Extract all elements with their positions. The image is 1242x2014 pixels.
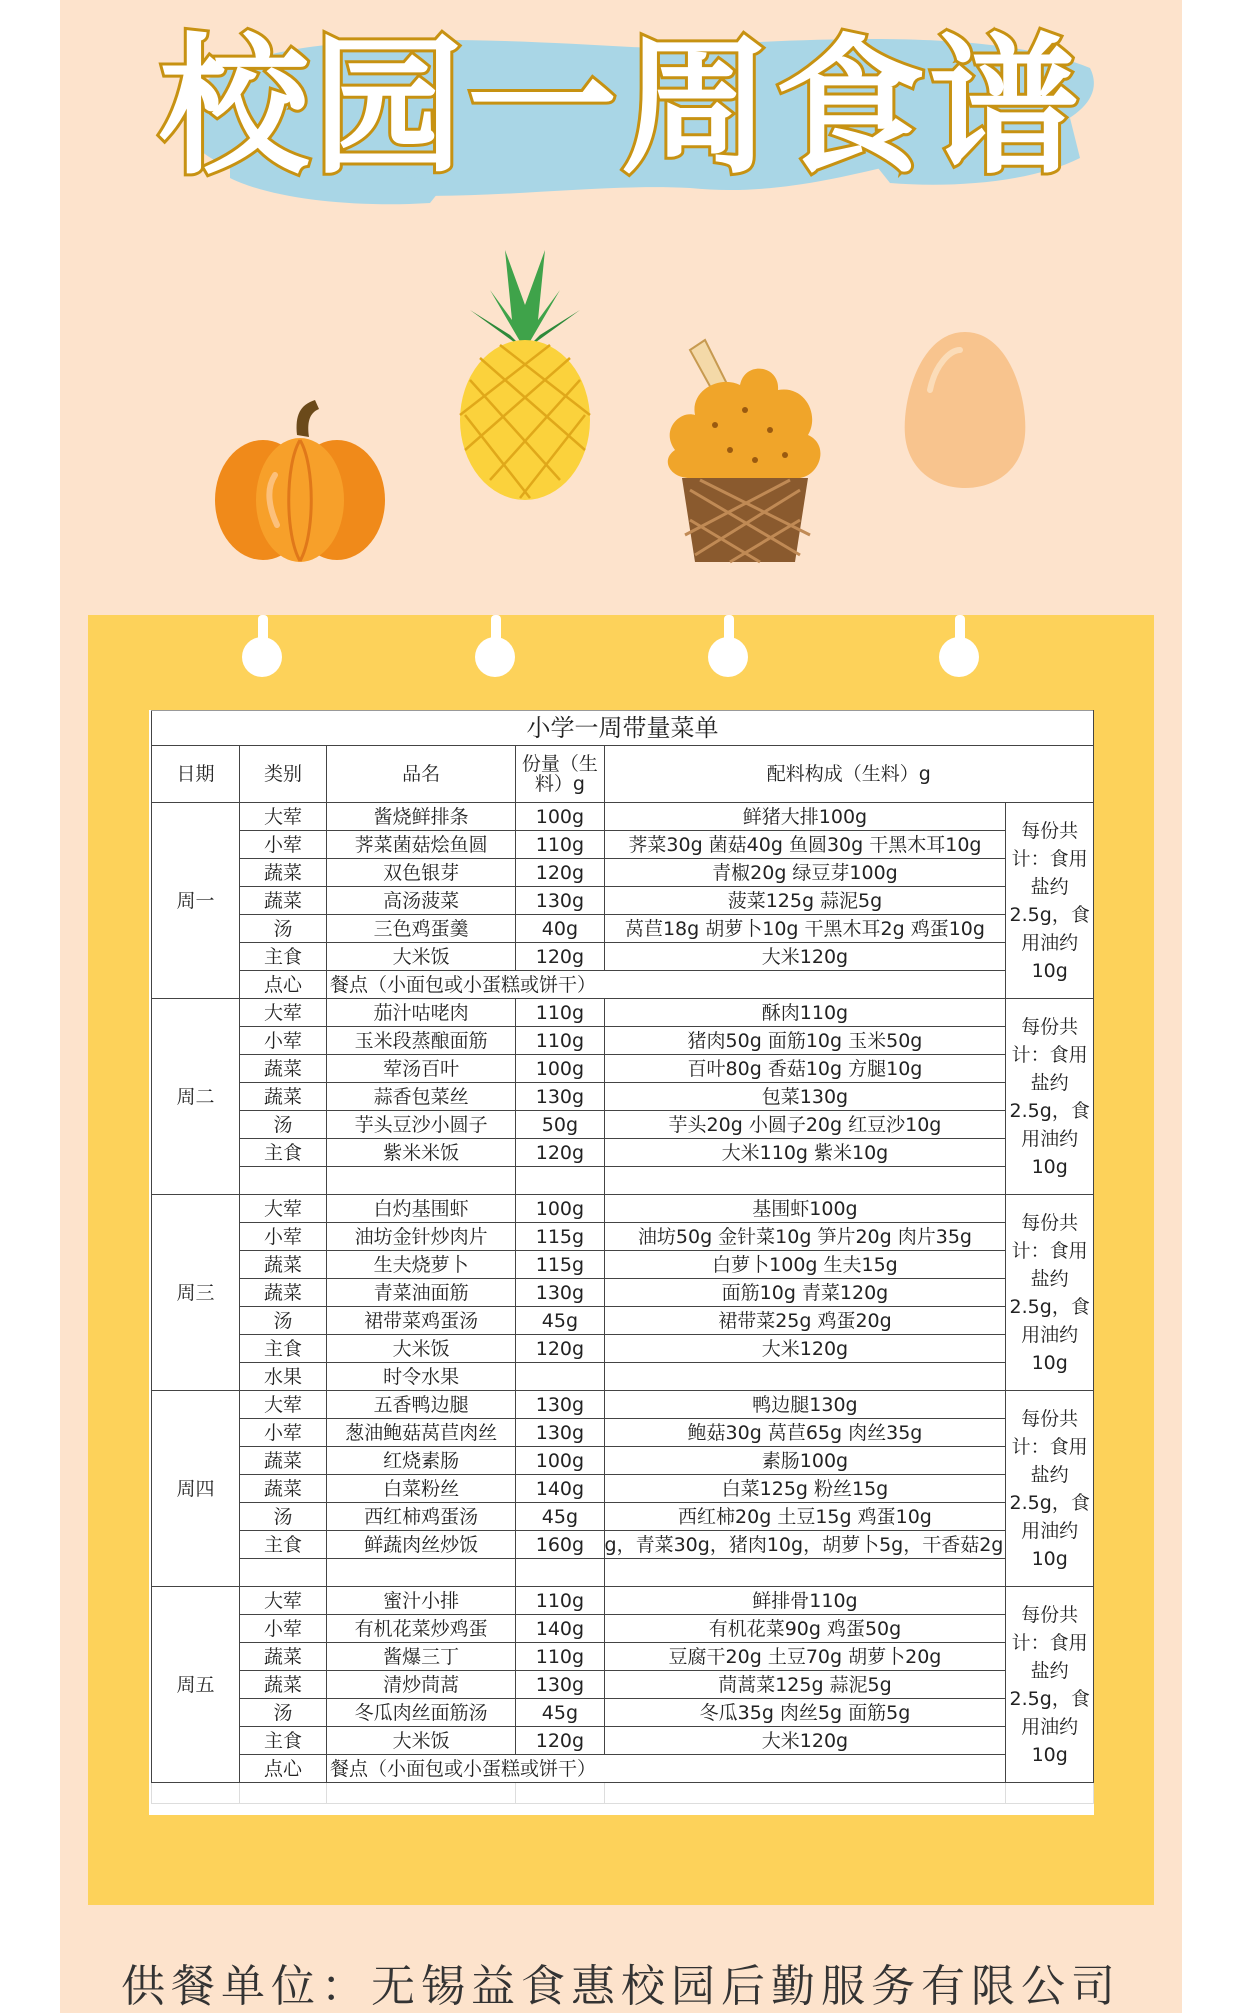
portion-cell: 120g	[516, 1727, 604, 1755]
table-row	[152, 859, 1094, 887]
ingredients-cell: 白菜125g 粉丝15g	[604, 1475, 1006, 1503]
ingredients-cell: 基围虾100g	[604, 1195, 1006, 1223]
portion-cell: 120g	[516, 943, 604, 971]
dish-cell: 有机花菜炒鸡蛋	[327, 1615, 516, 1643]
binder-ring	[242, 615, 282, 667]
binder-ring	[708, 615, 748, 667]
dish-cell: 青菜油面筋	[327, 1279, 516, 1307]
table-row	[152, 1615, 1094, 1643]
portion-cell: 130g	[516, 1419, 604, 1447]
category-cell: 蔬菜	[240, 1447, 327, 1475]
portion-cell: 100g	[516, 1195, 604, 1223]
ingredients-cell: 莴苣18g 胡萝卜10g 干黑木耳2g 鸡蛋10g	[604, 915, 1006, 943]
snack-cell: 餐点（小面包或小蛋糕或饼干）	[327, 971, 1006, 999]
portion-cell: 140g	[516, 1615, 604, 1643]
ingredients-cell: 豆腐干20g 土豆70g 胡萝卜20g	[604, 1643, 1006, 1671]
table-row	[152, 1223, 1094, 1251]
dish-cell: 酱烧鲜排条	[327, 803, 516, 831]
category-cell: 小荤	[240, 1419, 327, 1447]
pumpkin-icon	[205, 395, 395, 565]
dish-cell: 生夫烧萝卜	[327, 1251, 516, 1279]
portion-cell: 130g	[516, 887, 604, 915]
table-row	[152, 999, 1094, 1027]
ingredients-cell: 大米120g	[604, 943, 1006, 971]
ingredients-cell: 冬瓜35g 肉丝5g 面筋5g	[604, 1699, 1006, 1727]
table-row	[152, 1195, 1094, 1223]
table-row	[152, 1251, 1094, 1279]
category-cell: 汤	[240, 1503, 327, 1531]
table-title: 小学一周带量菜单	[152, 711, 1094, 746]
category-cell: 大荤	[240, 803, 327, 831]
category-cell: 主食	[240, 1531, 327, 1559]
portion-cell: 100g	[516, 1055, 604, 1083]
table-row	[152, 831, 1094, 859]
dish-cell: 高汤菠菜	[327, 887, 516, 915]
ingredients-cell: 鲜排骨110g	[604, 1587, 1006, 1615]
category-cell: 水果	[240, 1363, 327, 1391]
dish-cell: 芋头豆沙小圆子	[327, 1111, 516, 1139]
dish-cell: 时令水果	[327, 1363, 516, 1391]
binder-ring	[939, 615, 979, 667]
header-dish: 品名	[327, 746, 516, 803]
ingredients-cell: 酥肉110g	[604, 999, 1006, 1027]
ingredients-cell: 青椒20g 绿豆芽100g	[604, 859, 1006, 887]
dish-cell: 大米饭	[327, 1335, 516, 1363]
table-row	[152, 1055, 1094, 1083]
portion-cell: 115g	[516, 1223, 604, 1251]
ingredients-cell	[604, 1167, 1006, 1195]
table-row	[152, 1111, 1094, 1139]
portion-cell: 120g	[516, 1335, 604, 1363]
table-row	[152, 1307, 1094, 1335]
binder-ring	[475, 615, 515, 667]
nutrition-note: 每份共计：食用盐约2.5g，食用油约10g	[1006, 1391, 1094, 1587]
dish-cell: 三色鸡蛋羹	[327, 915, 516, 943]
dish-cell: 葱油鲍菇莴苣肉丝	[327, 1419, 516, 1447]
category-cell: 小荤	[240, 1223, 327, 1251]
portion-cell: 50g	[516, 1111, 604, 1139]
ingredients-cell: 芋头20g 小圆子20g 红豆沙10g	[604, 1111, 1006, 1139]
pineapple-icon	[450, 250, 600, 500]
portion-cell: 100g	[516, 1447, 604, 1475]
portion-cell: 120g	[516, 859, 604, 887]
ingredients-cell: 鲍菇30g 莴苣65g 肉丝35g	[604, 1419, 1006, 1447]
dish-cell: 清炒茼蒿	[327, 1671, 516, 1699]
menu-sheet	[149, 710, 1094, 1815]
category-cell: 主食	[240, 1727, 327, 1755]
table-row	[152, 1699, 1094, 1727]
poster-background	[60, 0, 1182, 2013]
dish-cell	[327, 1167, 516, 1195]
ingredients-cell: 油坊50g 金针菜10g 笋片20g 肉片35g	[604, 1223, 1006, 1251]
day-cell: 周五	[152, 1587, 240, 1783]
weekly-menu-table	[151, 710, 1094, 1804]
table-row	[152, 1587, 1094, 1615]
category-cell	[240, 1559, 327, 1587]
ingredients-cell: 裙带菜25g 鸡蛋20g	[604, 1307, 1006, 1335]
day-cell: 周四	[152, 1391, 240, 1587]
ingredients-cell: 大米120g	[604, 1335, 1006, 1363]
ingredients-cell: 面筋10g 青菜120g	[604, 1279, 1006, 1307]
ingredients-cell: 素肠100g	[604, 1447, 1006, 1475]
nutrition-note: 每份共计：食用盐约2.5g，食用油约10g	[1006, 803, 1094, 999]
ingredients-cell	[604, 1363, 1006, 1391]
table-row	[152, 1643, 1094, 1671]
category-cell: 蔬菜	[240, 1643, 327, 1671]
category-cell: 主食	[240, 943, 327, 971]
portion-cell: 130g	[516, 1083, 604, 1111]
portion-cell: 140g	[516, 1475, 604, 1503]
portion-cell: 45g	[516, 1307, 604, 1335]
category-cell: 主食	[240, 1335, 327, 1363]
snack-cell: 餐点（小面包或小蛋糕或饼干）	[327, 1755, 1006, 1783]
portion-cell: 45g	[516, 1503, 604, 1531]
dish-cell: 白灼基围虾	[327, 1195, 516, 1223]
day-cell: 周二	[152, 999, 240, 1195]
dish-cell: 大米饭	[327, 1727, 516, 1755]
egg-icon	[900, 330, 1030, 490]
nutrition-note: 每份共计：食用盐约2.5g，食用油约10g	[1006, 999, 1094, 1195]
supplier-footer: 供餐单位：无锡益食惠校园后勤服务有限公司	[121, 1961, 1121, 2012]
table-row	[152, 887, 1094, 915]
cupcake-icon	[660, 330, 830, 565]
ingredients-cell: 西红柿20g 土豆15g 鸡蛋10g	[604, 1503, 1006, 1531]
portion-cell: 110g	[516, 831, 604, 859]
table-row	[152, 915, 1094, 943]
page-title: 校园一周食谱	[158, 21, 1083, 195]
table-row	[152, 1335, 1094, 1363]
category-cell: 大荤	[240, 1195, 327, 1223]
portion-cell: 110g	[516, 999, 604, 1027]
table-row	[152, 1475, 1094, 1503]
dish-cell: 双色银芽	[327, 859, 516, 887]
dish-cell: 蜜汁小排	[327, 1587, 516, 1615]
dish-cell: 五香鸭边腿	[327, 1391, 516, 1419]
dish-cell: 荤汤百叶	[327, 1055, 516, 1083]
category-cell: 蔬菜	[240, 859, 327, 887]
dish-cell: 紫米米饭	[327, 1139, 516, 1167]
dish-cell: 西红柿鸡蛋汤	[327, 1503, 516, 1531]
category-cell: 点心	[240, 971, 327, 999]
portion-cell: 130g	[516, 1671, 604, 1699]
category-cell: 小荤	[240, 1027, 327, 1055]
header-date: 日期	[152, 746, 240, 803]
dish-cell: 红烧素肠	[327, 1447, 516, 1475]
table-row	[152, 1083, 1094, 1111]
category-cell: 主食	[240, 1139, 327, 1167]
dish-cell: 白菜粉丝	[327, 1475, 516, 1503]
header-portion: 份量（生料）g	[516, 746, 604, 803]
table-row	[152, 1027, 1094, 1055]
nutrition-note: 每份共计：食用盐约2.5g，食用油约10g	[1006, 1587, 1094, 1783]
dish-cell: 荠菜菌菇烩鱼圆	[327, 831, 516, 859]
portion-cell	[516, 1363, 604, 1391]
table-row	[152, 1419, 1094, 1447]
table-row	[152, 1139, 1094, 1167]
category-cell: 汤	[240, 915, 327, 943]
ingredients-cell: 包菜130g	[604, 1083, 1006, 1111]
category-cell: 蔬菜	[240, 1251, 327, 1279]
dish-cell: 油坊金针炒肉片	[327, 1223, 516, 1251]
table-row	[152, 1391, 1094, 1419]
portion-cell: 110g	[516, 1643, 604, 1671]
ingredients-cell: 白萝卜100g 生夫15g	[604, 1251, 1006, 1279]
dish-cell	[327, 1559, 516, 1587]
category-cell: 点心	[240, 1755, 327, 1783]
ingredients-cell: 百叶80g 香菇10g 方腿10g	[604, 1055, 1006, 1083]
ingredients-cell: 鸭边腿130g	[604, 1391, 1006, 1419]
portion-cell: 45g	[516, 1699, 604, 1727]
ingredients-cell: g，青菜30g，猪肉10g，胡萝卜5g，干香菇2g	[604, 1531, 1006, 1559]
header-category: 类别	[240, 746, 327, 803]
table-row	[152, 1279, 1094, 1307]
dish-cell: 蒜香包菜丝	[327, 1083, 516, 1111]
table-row	[152, 1363, 1094, 1391]
category-cell: 汤	[240, 1111, 327, 1139]
ingredients-cell: 有机花菜90g 鸡蛋50g	[604, 1615, 1006, 1643]
table-row	[152, 971, 1094, 999]
category-cell: 蔬菜	[240, 1279, 327, 1307]
dish-cell: 冬瓜肉丝面筋汤	[327, 1699, 516, 1727]
category-cell: 蔬菜	[240, 1475, 327, 1503]
portion-cell: 120g	[516, 1139, 604, 1167]
dish-cell: 玉米段蒸酿面筋	[327, 1027, 516, 1055]
table-row	[152, 1447, 1094, 1475]
category-cell: 蔬菜	[240, 1671, 327, 1699]
portion-cell: 40g	[516, 915, 604, 943]
day-cell: 周一	[152, 803, 240, 999]
category-cell: 蔬菜	[240, 887, 327, 915]
category-cell: 大荤	[240, 999, 327, 1027]
category-cell: 大荤	[240, 1587, 327, 1615]
dish-cell: 酱爆三丁	[327, 1643, 516, 1671]
category-cell: 小荤	[240, 831, 327, 859]
header-ingredients: 配料构成（生料）g	[604, 746, 1093, 803]
category-cell: 汤	[240, 1307, 327, 1335]
portion-cell: 160g	[516, 1531, 604, 1559]
dish-cell: 茄汁咕咾肉	[327, 999, 516, 1027]
ingredients-cell	[604, 1559, 1006, 1587]
dish-cell: 大米饭	[327, 943, 516, 971]
portion-cell: 100g	[516, 803, 604, 831]
table-row	[152, 1671, 1094, 1699]
menu-board	[88, 615, 1154, 1905]
table-row	[152, 1503, 1094, 1531]
portion-cell: 130g	[516, 1279, 604, 1307]
table-row	[152, 1559, 1094, 1587]
dish-cell: 鲜蔬肉丝炒饭	[327, 1531, 516, 1559]
portion-cell: 130g	[516, 1391, 604, 1419]
portion-cell	[516, 1167, 604, 1195]
portion-cell: 110g	[516, 1587, 604, 1615]
category-cell: 大荤	[240, 1391, 327, 1419]
table-row	[152, 1783, 1094, 1804]
portion-cell: 115g	[516, 1251, 604, 1279]
ingredients-cell: 菠菜125g 蒜泥5g	[604, 887, 1006, 915]
ingredients-cell: 大米120g	[604, 1727, 1006, 1755]
day-cell: 周三	[152, 1195, 240, 1391]
category-cell	[240, 1167, 327, 1195]
category-cell: 汤	[240, 1699, 327, 1727]
table-row	[152, 943, 1094, 971]
table-row	[152, 1531, 1094, 1559]
ingredients-cell: 鲜猪大排100g	[604, 803, 1006, 831]
table-row	[152, 1167, 1094, 1195]
portion-cell: 110g	[516, 1027, 604, 1055]
dish-cell: 裙带菜鸡蛋汤	[327, 1307, 516, 1335]
ingredients-cell: 荠菜30g 菌菇40g 鱼圆30g 干黑木耳10g	[604, 831, 1006, 859]
ingredients-cell: 大米110g 紫米10g	[604, 1139, 1006, 1167]
category-cell: 蔬菜	[240, 1055, 327, 1083]
nutrition-note: 每份共计：食用盐约2.5g，食用油约10g	[1006, 1195, 1094, 1391]
table-row	[152, 1755, 1094, 1783]
table-row	[152, 803, 1094, 831]
ingredients-cell: 猪肉50g 面筋10g 玉米50g	[604, 1027, 1006, 1055]
ingredients-cell: 茼蒿菜125g 蒜泥5g	[604, 1671, 1006, 1699]
table-row	[152, 1727, 1094, 1755]
portion-cell	[516, 1559, 604, 1587]
category-cell: 小荤	[240, 1615, 327, 1643]
category-cell: 蔬菜	[240, 1083, 327, 1111]
